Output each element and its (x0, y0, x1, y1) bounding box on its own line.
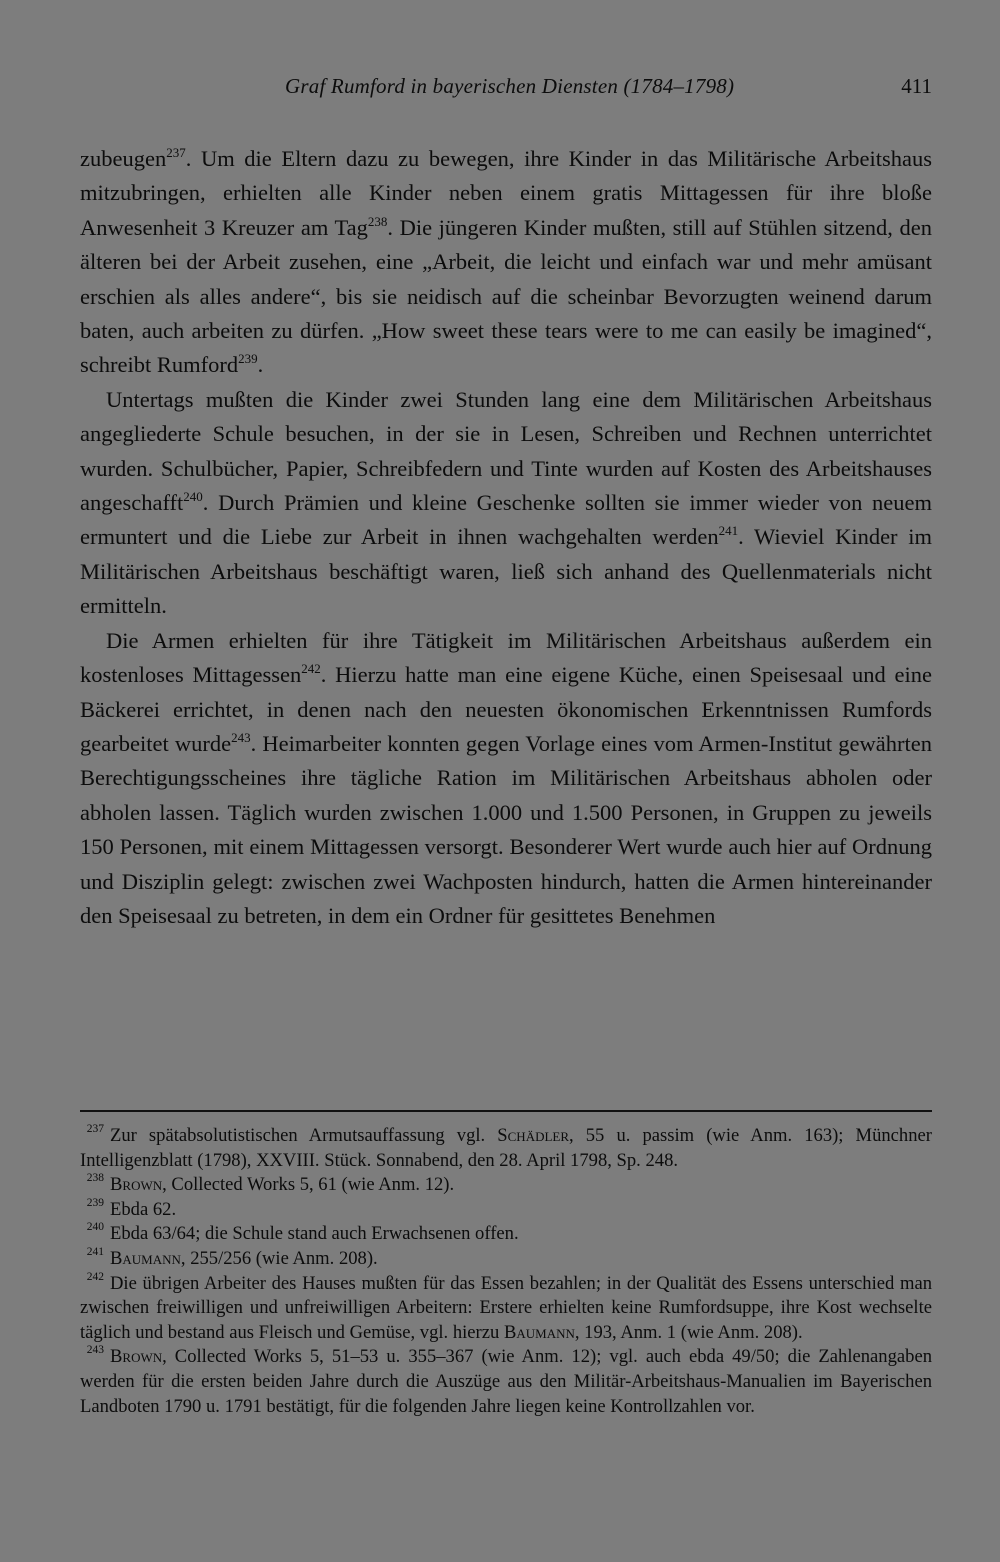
text-run: , 255/256 (wie Anm. 208). (180, 1247, 378, 1269)
text-run: , Collected Works 5, 51–53 u. 355–367 (wie Anm. 12); vgl. auch ebda 49/50; die Zahlenangaben werden für die ersten beiden Jahre durch die Auszüge aus den Militär-Arbeitshaus-Manualien im Bayerischen Landboten 1790 u. 1791 bestätigt, für die folgenden Jahre liegen keine Kontrollzahlen vor. (80, 1346, 932, 1417)
page-number: 411 (901, 74, 932, 98)
text-run: . (257, 352, 264, 378)
text-run: Die Armen erhielten für ihre Tätigkeit im Militärischen Arbeitshaus außerdem ein kostenloses Mittagessen (80, 627, 932, 688)
text-run: , 55 u. passim (wie Anm. 163); Münchner Intelligenzblatt (1798), XXVIII. Stück. Sonnabend, den 28. April 1798, Sp. 248. (80, 1125, 932, 1171)
author-name: Brown (110, 1174, 163, 1196)
author-name: Baumann (503, 1321, 575, 1343)
footnote-divider (80, 1110, 932, 1112)
footnote: 242 Die übrigen Arbeiter des Hauses mußten für das Essen bezahlen; in der Qualität des Essens unterschied man zwischen freiwilligen und unfreiwilligen Arbeitern: Erstere erhielten keine Rumfordsuppe, ihre Kost wechselte täglich und bestand aus Fleisch und Gemüse, vgl. hierzu Baumann, 193, Anm. 1 (wie Anm. 208). (80, 1270, 932, 1343)
footnote-ref: 239 (238, 351, 258, 367)
footnote-ref: 238 (367, 213, 388, 229)
footnote: 237 Zur spätabsolutistischen Armutsauffassung vgl. Schädler, 55 u. passim (wie Anm. 163); Münchner Intelligenzblatt (1798), XXVIII. Stück. Sonnabend, den 28. April 1798, Sp. 248. (80, 1123, 932, 1171)
text-run: . Hierzu hatte man eine eigene Küche, einen Speisesaal und eine Bäckerei errichtet, in denen nach den neuesten ökonomischen Erkenntnissen Rumfords gearbeitet wurde (80, 662, 932, 756)
text-run: . Um die Eltern dazu zu bewegen, ihre Kinder in das Militärische Arbeitshaus mitzubringen, erhielten alle Kinder neben einem gratis Mittagessen für ihre bloße Anwesenheit 3 Kreuzer am Tag (80, 146, 932, 240)
text-run: Untertags mußten die Kinder zwei Stunden lang eine dem Militärischen Arbeitshaus angegliederte Schule besuchen, in der sie in Lesen, Schreiben und Rechnen unterrichtet wurden. Schulbücher, Papier, Schreibfedern und Tinte wurden auf Kosten des Arbeitshauses angeschafft (80, 386, 932, 516)
author-name: Brown (110, 1346, 163, 1368)
text-run: Die übrigen Arbeiter des Hauses mußten für das Essen bezahlen; in der Qualität des Essens unterschied man zwischen freiwilligen und unfreiwilligen Arbeitern: Erstere erhielten keine Rumfordsuppe, ihre Kost wechselte täglich und bestand aus Fleisch und Gemüse, vgl. hierzu (80, 1272, 932, 1343)
footnote: 240 Ebda 63/64; die Schule stand auch Erwachsenen offen. (86, 1221, 519, 1245)
running-head (80, 74, 932, 104)
footnote-ref: 243 (231, 729, 251, 745)
author-name: Baumann (110, 1247, 181, 1269)
body-text (80, 142, 932, 933)
footnote-ref: 242 (301, 661, 321, 677)
text-run: . Durch Prämien und kleine Geschenke sollten sie immer wieder von neuem ermuntert und die Liebe zur Arbeit in ihnen wachgehalten werden (80, 490, 932, 550)
paragraph (80, 383, 932, 624)
text-run: Zur spätabsolutistischen Armutsauffassung vgl. (110, 1125, 498, 1146)
footnotes (80, 1124, 932, 1419)
footnote: 239 Ebda 62. (86, 1196, 177, 1220)
text-run: Ebda 62. (110, 1198, 177, 1220)
paragraph (80, 142, 932, 383)
text-run: . Wieviel Kinder im Militärischen Arbeitshaus beschäftigt waren, ließ sich anhand des Quellenmaterials nicht ermitteln. (80, 524, 933, 619)
footnote: 238 Brown, Collected Works 5, 61 (wie Anm. 12). (86, 1172, 455, 1196)
footnote-ref: 241 (718, 523, 739, 539)
footnote: 243 Brown, Collected Works 5, 51–53 u. 355–367 (wie Anm. 12); vgl. auch ebda 49/50; die Zahlenangaben werden für die ersten beiden Jahre durch die Auszüge aus den Militär-Arbeitshaus-Manualien im Bayerischen Landboten 1790 u. 1791 bestätigt, für die folgenden Jahre liegen keine Kontrollzahlen vor. (80, 1344, 932, 1417)
running-title: Graf Rumford in bayerischen Diensten (1784–1798) (285, 74, 735, 98)
footnote-ref: 237 (166, 145, 186, 160)
paragraph (80, 624, 932, 934)
text-run: . Heimarbeiter konnten gegen Vorlage eines vom Armen-Institut gewährten Berechtigungsscheines ihre tägliche Ration im Militärischen Arbeitshaus abholen oder abholen lassen. Täglich wurden zwischen 1.000 und 1.500 Personen, in Gruppen zu jeweils 150 Personen, mit einem Mittagessen versorgt. Besonderer Wert wurde auch hier auf Ordnung und Disziplin gelegt: zwischen zwei Wachposten hindurch, hatten die Armen hintereinander den Speisesaal zu betreten, in dem ein Ordner für gesittetes Benehmen (80, 730, 932, 928)
text-run: , Collected Works 5, 61 (wie Anm. 12). (162, 1174, 455, 1196)
text-run: zubeugen (80, 146, 167, 171)
text-run: Ebda 63/64; die Schule stand auch Erwachsenen offen. (110, 1223, 519, 1245)
text-run: , 193, Anm. 1 (wie Anm. 208). (574, 1321, 803, 1343)
footnote-ref: 240 (183, 489, 203, 505)
author-name: Schädler (497, 1125, 570, 1146)
footnote: 241 Baumann, 255/256 (wie Anm. 208). (86, 1245, 378, 1269)
text-run: . Die jüngeren Kinder mußten, still auf Stühlen sitzend, den älteren bei der Arbeit zusehen, eine „Arbeit, die leicht und einfach war und mehr amüsant erschien als alles andere“, bis sie neidisch auf die scheinbar Bevorzugten weinend darum baten, auch arbeiten zu dürfen. „How sweet these tears were to me can easily be imagined“, schreibt Rumford (80, 214, 932, 378)
